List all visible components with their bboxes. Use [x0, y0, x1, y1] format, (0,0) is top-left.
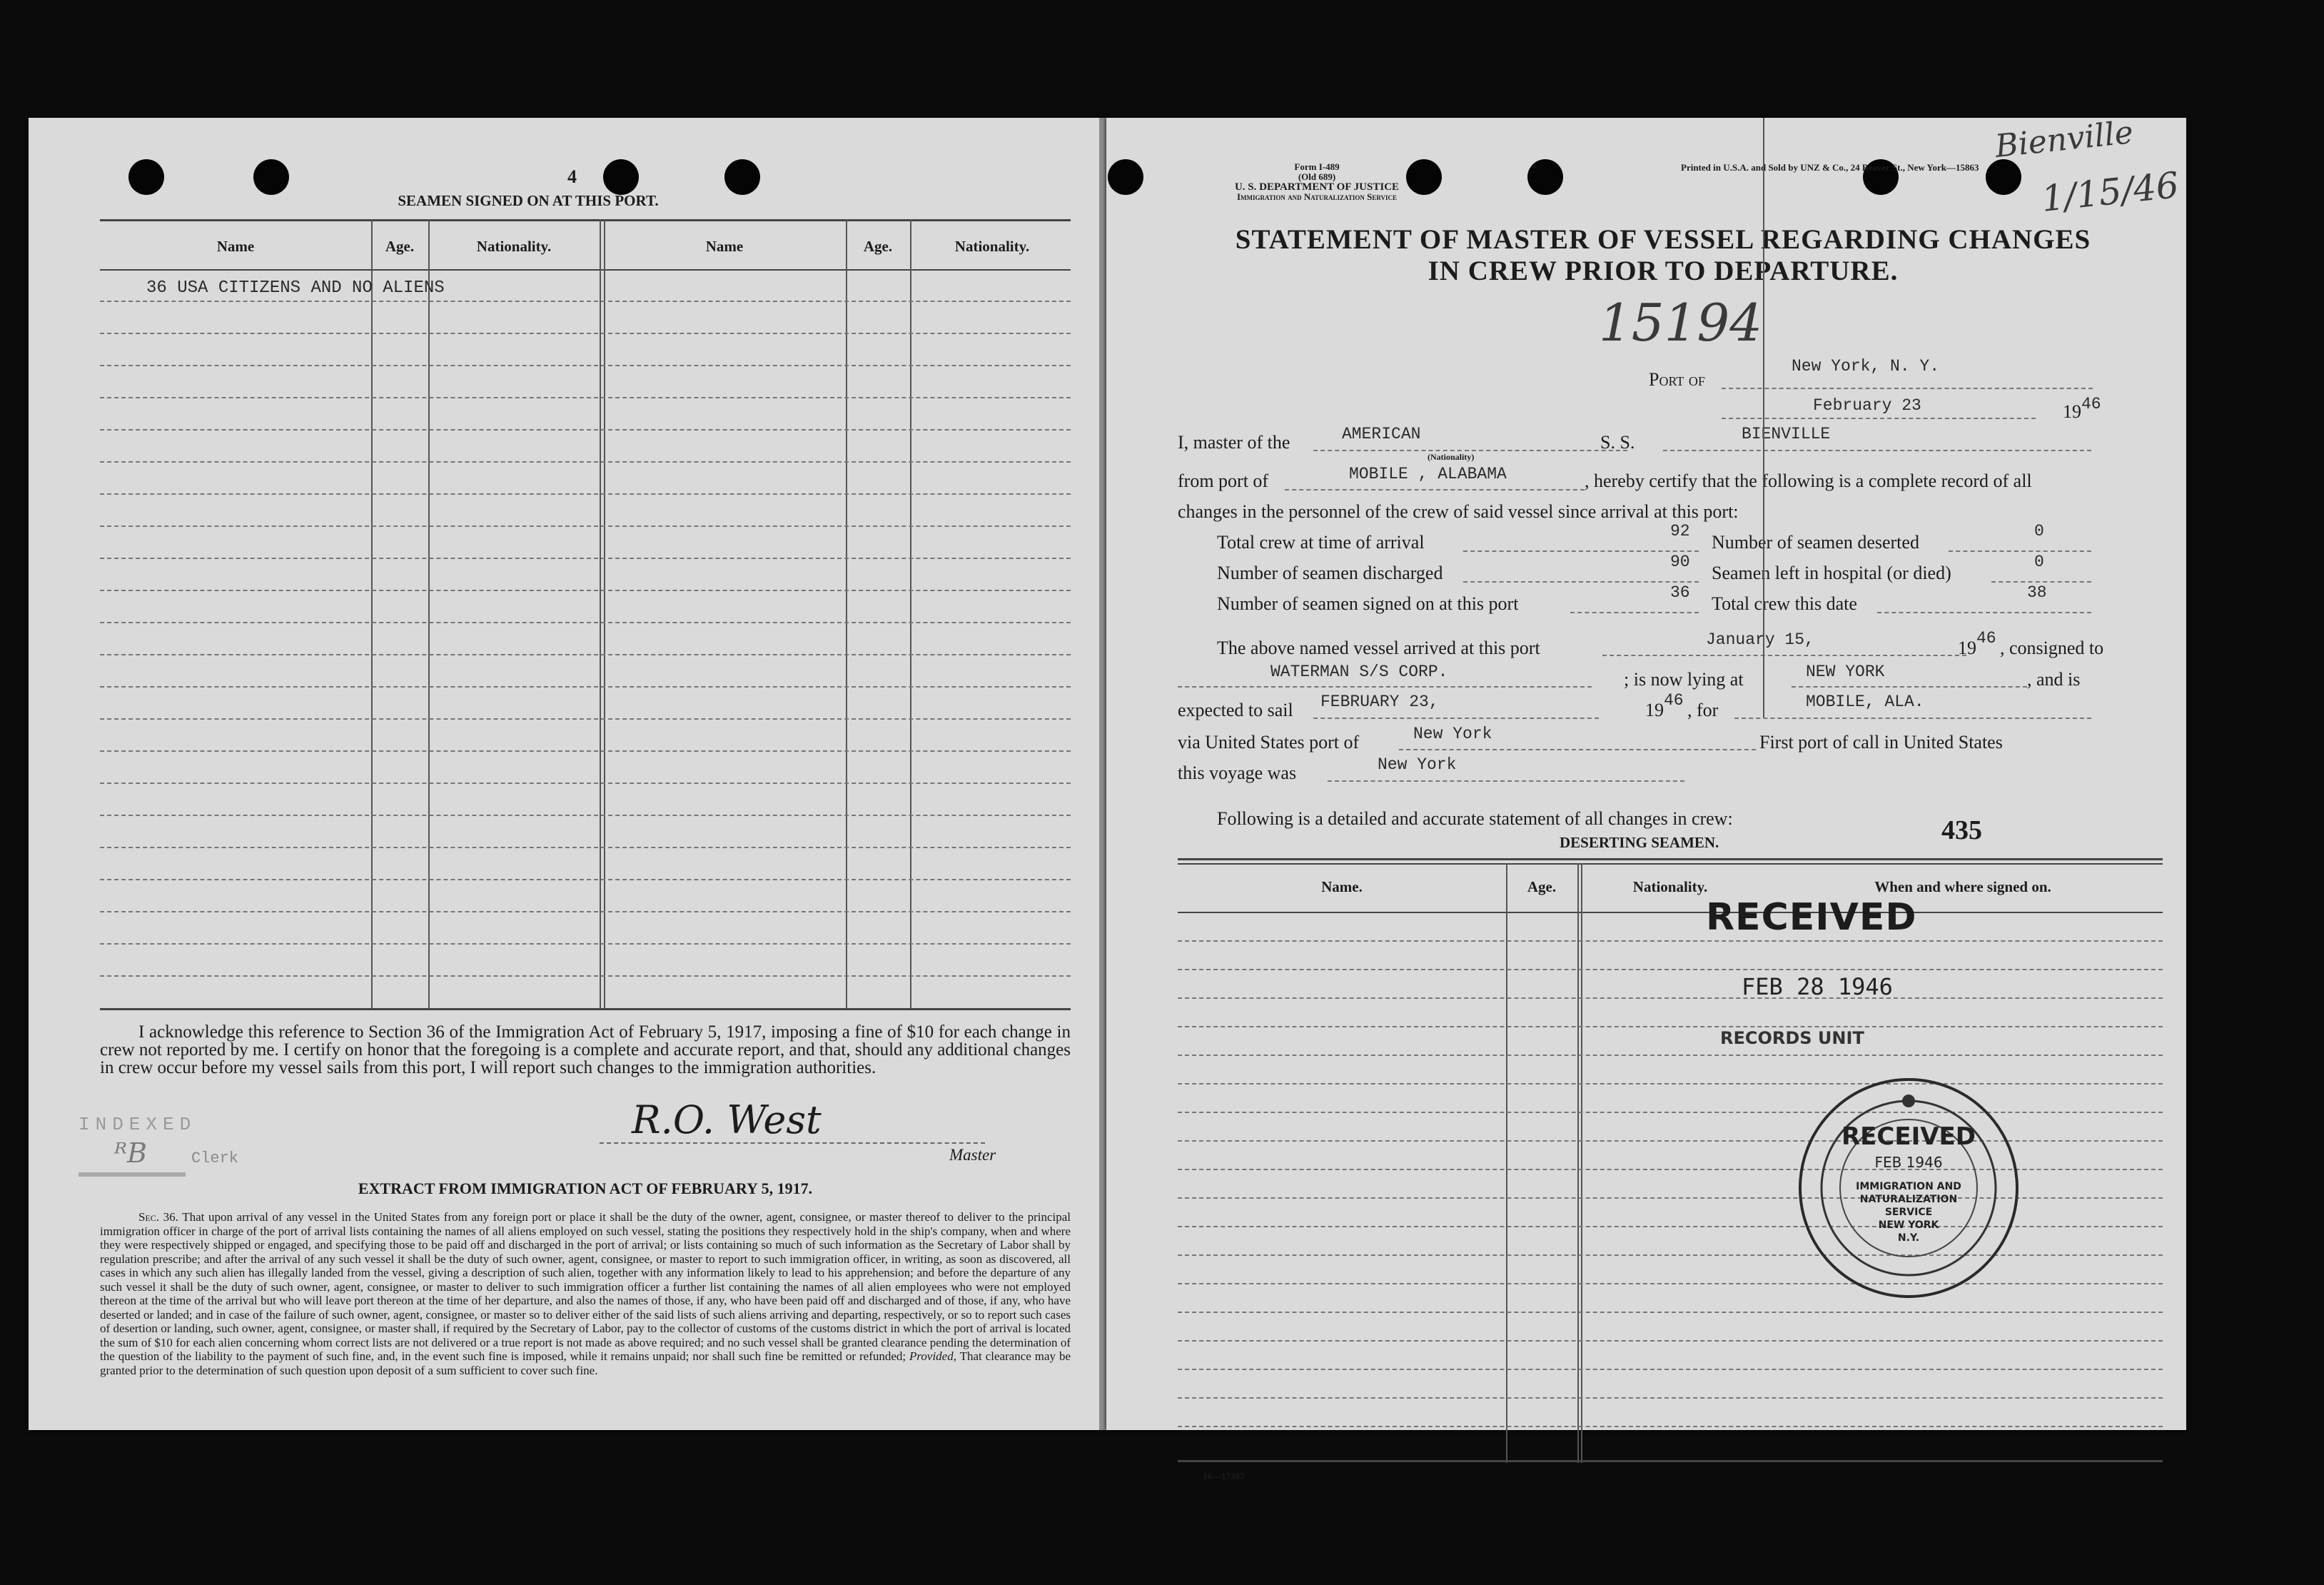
section-tail: That clearance may be granted prior to the determination of such question upon deposit of a sum sufficient to cover such fine.: [100, 1349, 1071, 1377]
col-header-age: Age.: [863, 238, 893, 255]
date-year-prefix: 19: [2063, 401, 2081, 422]
stat-line: [1877, 612, 2091, 613]
received-date-stamp: FEB 28 1946: [1742, 973, 1893, 1000]
column-divider: [910, 219, 911, 1008]
arrived-label: The above named vessel arrived at this port: [1217, 638, 1540, 658]
seal-line: NEW YORK: [1878, 1219, 1939, 1231]
extract-title: EXTRACT FROM IMMIGRATION ACT OF FEBRUARY 5, 1917.: [358, 1179, 813, 1197]
table-top-rule: [100, 219, 1071, 221]
stat-line: [1991, 581, 2091, 583]
seal-date: FEB 1946: [1874, 1154, 1943, 1171]
stamp-number: 435: [1941, 815, 1982, 845]
certify-text: , hereby certify that the following is a complete record of all: [1585, 471, 2032, 491]
handwritten-ship-name: Bienville: [1993, 114, 2136, 165]
from-port-line: [1285, 489, 1585, 490]
form-header: [1167, 162, 1467, 202]
section-36-text: [100, 1210, 1071, 1377]
received-stamp: RECEIVED: [1706, 896, 1917, 939]
seal-line: SERVICE: [1884, 1207, 1933, 1218]
destination-line: [1734, 718, 2091, 719]
for-label: , for: [1687, 700, 1719, 720]
stat-hospital: 0: [2034, 553, 2044, 571]
round-received-seal: [1799, 1078, 2019, 1298]
master-of-label: I, master of the: [1178, 432, 1290, 453]
punch-hole: [724, 159, 760, 195]
stat-total-arrival-label: Total crew at time of arrival: [1217, 532, 1425, 553]
table-top-rule: [1178, 858, 2163, 860]
table-row: [1178, 1055, 2163, 1056]
table-row: [100, 590, 1071, 591]
nationality-line: [1313, 450, 1627, 451]
stat-hospital-label: Seamen left in hospital (or died): [1712, 563, 1951, 583]
acknowledgment-text: I acknowledge this reference to Section 36 of the Immigration Act of February 5, 1917, imposing a fine of $10 for each change in crew not reported by me. I certify on honor that the foregoing is a complete and accurate report, and that, should any additional changes in crew occur before my vessel sails from this port, I will report such changes to the immigration authorities.: [100, 1022, 1071, 1077]
master-label: Master: [949, 1146, 996, 1164]
stat-discharged: 90: [1670, 553, 1690, 571]
clerk-stamp-bar: [79, 1172, 186, 1177]
table-row: [100, 365, 1071, 366]
table-row: [100, 718, 1071, 720]
via-label: via United States port of: [1178, 732, 1360, 753]
col-header-age: Age.: [1527, 878, 1557, 895]
ss-label: S. S.: [1600, 432, 1635, 453]
col-header-nationality: Nationality.: [954, 238, 1030, 255]
table-row: [1178, 1026, 2163, 1027]
arrived-year: 46: [1976, 629, 1996, 648]
vessel-line: [1663, 450, 2091, 451]
sail-year: 46: [1664, 691, 1684, 710]
statement-date: February 23: [1813, 396, 1921, 415]
table-row: [1178, 997, 2163, 999]
column-divider: [428, 219, 430, 1008]
stat-total-date: 38: [2027, 583, 2047, 602]
table-bottom-rule: [1178, 1460, 2163, 1462]
lying-line: [1792, 686, 2027, 688]
page-number: 4: [567, 166, 577, 187]
punch-hole: [1986, 159, 2021, 195]
lying-label: ; is now lying at: [1624, 669, 1744, 690]
port-value: New York, N. Y.: [1792, 357, 1940, 376]
table-row: [1178, 1397, 2163, 1399]
table-header-rule: [100, 269, 1071, 271]
handwritten-file-number: 15194: [1599, 293, 1763, 353]
form-title-line2: IN CREW PRIOR TO DEPARTURE.: [1428, 256, 1899, 286]
arrived-line: [1602, 655, 1966, 656]
section-lead: Sec. 36.: [138, 1210, 178, 1224]
table-row: [100, 943, 1071, 945]
date-line: [1722, 418, 2036, 419]
nationality-value: AMERICAN: [1342, 425, 1421, 443]
first-port-label: First port of call in United States: [1759, 732, 2003, 753]
indexed-stamp: INDEXED: [79, 1114, 197, 1135]
via-line: [1399, 749, 1756, 750]
and-is-label: , and is: [2027, 669, 2081, 690]
form-code: 16—17387: [1203, 1471, 1245, 1481]
from-port-label: from port of: [1178, 471, 1269, 491]
clerk-label: Clerk: [191, 1149, 239, 1167]
punch-hole: [1527, 159, 1563, 195]
col-header-name: Name.: [1321, 878, 1363, 895]
left-page: [29, 118, 1099, 1430]
column-divider: [1581, 863, 1582, 1463]
date-year: 46: [2081, 395, 2101, 413]
table-row: [1178, 969, 2163, 970]
seal-received: RECEIVED: [1841, 1122, 1976, 1151]
form-number: Form I-489: [1294, 161, 1340, 172]
following-text: Following is a detailed and accurate statement of all changes in crew:: [1217, 808, 1733, 829]
column-divider: [604, 219, 605, 1008]
department-name: U. S. DEPARTMENT OF JUSTICE: [1234, 181, 1400, 193]
expected-label: expected to sail: [1178, 700, 1293, 720]
stat-line: [1463, 550, 1699, 552]
changes-text: changes in the personnel of the crew of said vessel since arrival at this port:: [1178, 501, 1739, 522]
form-title-line1: STATEMENT OF MASTER OF VESSEL REGARDING CHANGES: [1235, 224, 2091, 255]
arrived-date: January 15,: [1706, 630, 1814, 649]
section-title: SEAMEN SIGNED ON AT THIS PORT.: [398, 192, 659, 209]
punch-hole: [128, 159, 164, 195]
signature-line: [600, 1142, 985, 1144]
col-header-nationality: Nationality.: [476, 238, 552, 255]
table-row: [100, 493, 1071, 495]
stat-total-arrival: 92: [1670, 522, 1690, 540]
table-row: [100, 654, 1071, 655]
table-bottom-rule: [100, 1008, 1071, 1010]
table-row: [100, 911, 1071, 912]
nationality-caption: (Nationality): [1428, 452, 1475, 462]
voyage-line: [1328, 780, 1684, 782]
seal-line: IMMIGRATION AND: [1856, 1181, 1961, 1192]
sail-year-prefix: 19: [1645, 700, 1664, 720]
col-header-signed-on: When and where signed on.: [1874, 878, 2051, 895]
column-divider: [600, 219, 601, 1008]
records-unit-stamp: RECORDS UNIT: [1720, 1028, 1864, 1048]
lying-at: NEW YORK: [1806, 663, 1885, 681]
stat-total-date-label: Total crew this date: [1712, 593, 1857, 614]
table-row: [100, 461, 1071, 463]
port-line: [1722, 388, 2093, 389]
stat-line: [1463, 581, 1699, 583]
stat-discharged-label: Number of seamen discharged: [1217, 563, 1443, 583]
table-row: [100, 333, 1071, 334]
voyage-value: New York: [1378, 755, 1457, 774]
vessel-name: BIENVILLE: [1742, 425, 1831, 443]
table-row: [100, 879, 1071, 880]
service-name: Immigration and Naturalization Service: [1236, 191, 1398, 202]
table-row: [1178, 1369, 2163, 1370]
page-gutter: [1099, 118, 1106, 1430]
punch-hole: [1108, 159, 1143, 195]
master-signature: R.O. West: [632, 1097, 822, 1142]
punch-hole: [253, 159, 289, 195]
form-old-number: (Old 689): [1298, 171, 1336, 182]
crew-entry: 36 USA CITIZENS AND NO ALIENS: [146, 278, 445, 298]
column-divider: [371, 219, 373, 1008]
stat-deserted: 0: [2034, 522, 2044, 540]
table-row: [100, 558, 1071, 559]
port-label: Port of: [1649, 369, 1705, 390]
consignee-line: [1178, 686, 1592, 688]
table-top-rule: [1178, 863, 2163, 865]
clerk-initials: ᴿB: [114, 1137, 147, 1169]
punch-hole: [603, 159, 639, 195]
col-header-name: Name: [216, 238, 255, 255]
table-row: [1178, 940, 2163, 942]
stat-signed-on-label: Number of seamen signed on at this port: [1217, 593, 1519, 614]
table-row: [100, 301, 1071, 302]
table-row: [100, 525, 1071, 527]
right-page: [1106, 114, 2186, 1481]
table-row: [100, 815, 1071, 816]
column-divider: [846, 219, 847, 1008]
table-row: [100, 622, 1071, 623]
table-row: [100, 429, 1071, 431]
col-header-name: Name: [705, 238, 744, 255]
table-row: [1178, 1340, 2163, 1342]
table-header-rule: [1178, 912, 2163, 913]
via-port: New York: [1413, 725, 1492, 743]
seal-line: NATURALIZATION: [1859, 1194, 1958, 1205]
arrived-year-prefix: 19: [1958, 638, 1976, 658]
voyage-label: this voyage was: [1178, 763, 1297, 783]
table-row: [100, 686, 1071, 688]
stat-line: [1570, 612, 1699, 613]
section-body: That upon arrival of any vessel in the United States from any foreign port or place it shall be the duty of the owner, agent, consignee, or master thereof to deliver to the principal immigration officer in charge of the port of arrival lists containing the names of all aliens employed on such vessel, stating the positions they respectively hold in the ship's company, when and where they were respectively shipped or engaged, and specifying those to be paid off and discharged in the port of arrival; or lists containing so much of such information as the Secretary of Labor shall by regulation prescribe; and after the arrival of any such vessel it shall be the duty of such owner, agent, consignee, or master to report to such immigration officer, in writing, as soon as discovered, all cases in which any such alien has illegally landed from the vessel, giving a description of such alien, together with any information likely to lead to his apprehension; and before the departure of any such vessel it shall be the duty of such owner, agent, consignee, or master to deliver to such immigration officer a further list containing the names of all alien employees who were not employed thereon at the time of the arrival but who will leave port thereon at the time of her departure, and also the names of those, if any, who have been paid off and discharged and of those, if any, who have deserted or landed; and in case of the failure of such owner, agent, consignee, or master so to deliver either of the said lists of such aliens arriving and departing, respectively, or so to report such cases of desertion or landing, such owner, agent, consignee, or master shall, if required by the Secretary of Labor, pay to the collector of customs of the customs district in which the port of arrival is located the sum of $10 for each alien concerning whom correct lists are not delivered or a true report is not made as above required; and no such vessel shall be granted clearance pending the determination of the question of the liability to the payment of such fine, and, in the event such fine is imposed, while it remains unpaid; nor shall such fine be remitted or refunded;: [100, 1210, 1071, 1363]
table-row: [1178, 1426, 2163, 1427]
table-row: [100, 750, 1071, 752]
stat-signed-on: 36: [1670, 583, 1690, 602]
table-row: [100, 397, 1071, 398]
provided-word: Provided,: [909, 1349, 956, 1363]
stat-line: [1949, 550, 2091, 552]
sail-date: FEBRUARY 23,: [1320, 693, 1439, 711]
table-row: [100, 975, 1071, 977]
column-divider: [1577, 863, 1579, 1463]
handwritten-date: 1/15/46: [2039, 164, 2181, 220]
col-header-age: Age.: [385, 238, 415, 255]
col-header-nationality: Nationality.: [1632, 878, 1708, 895]
table-row: [100, 847, 1071, 848]
sail-line: [1313, 718, 1599, 719]
deserting-title: DESERTING SEAMEN.: [1560, 834, 1719, 851]
stat-deserted-label: Number of seamen deserted: [1712, 532, 1919, 553]
destination: MOBILE, ALA.: [1806, 693, 1924, 711]
column-divider: [1506, 863, 1507, 1463]
seal-line: N.Y.: [1897, 1232, 1920, 1244]
consigned-label: , consigned to: [2000, 638, 2104, 658]
printer-credit: Printed in U.S.A. and Sold by UNZ & Co., 24 Beaver St., New York—15863: [1681, 162, 1979, 173]
from-port-value: MOBILE , ALABAMA: [1349, 465, 1507, 483]
consignee: WATERMAN S/S CORP.: [1270, 663, 1448, 681]
table-row: [100, 783, 1071, 784]
table-row: [1178, 1312, 2163, 1313]
column-divider: [1763, 118, 1764, 718]
